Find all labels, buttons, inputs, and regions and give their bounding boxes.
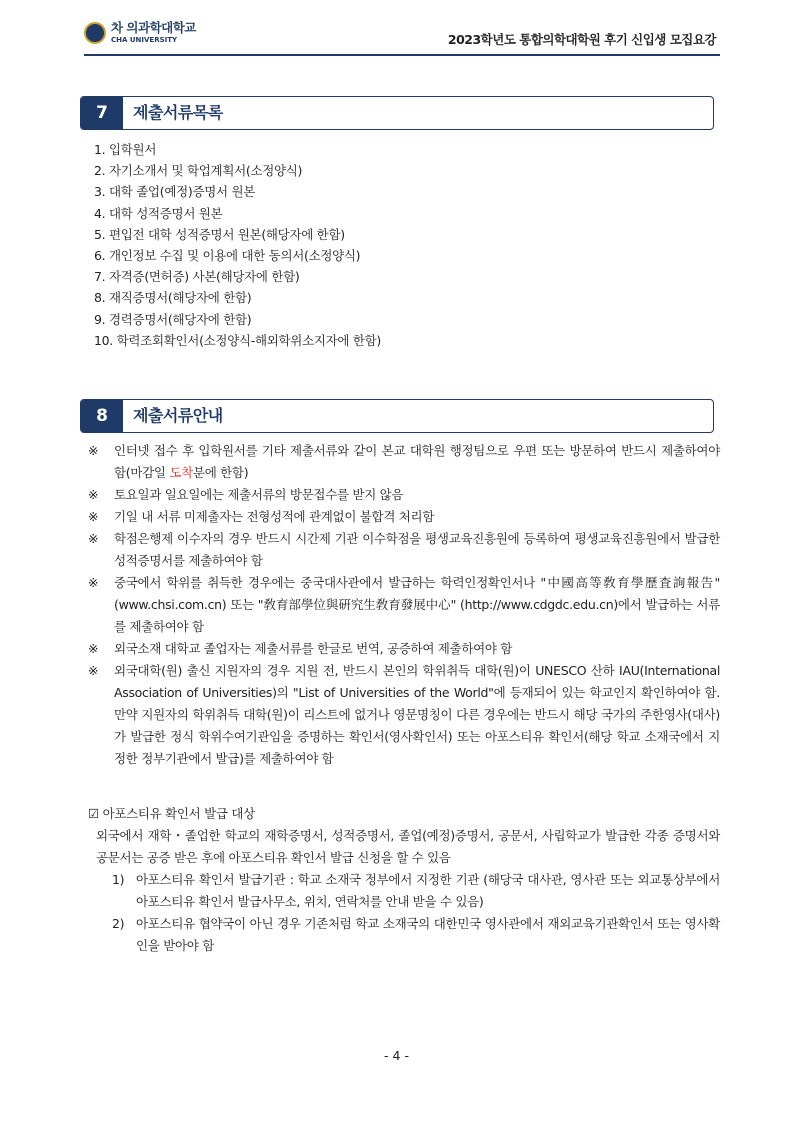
reference-mark: ※ bbox=[88, 531, 99, 546]
list-item: 6. 개인정보 수집 및 이용에 대한 동의서(소정양식) bbox=[94, 248, 361, 264]
note-text: 외국소재 대학교 졸업자는 제출서류를 한글로 번역, 공증하여 제출하여야 함 bbox=[114, 641, 513, 656]
list-item: 10. 학력조회확인서(소정양식-해외학위소지자에 한함) bbox=[94, 332, 381, 348]
note-text: 학점은행제 이수자의 경우 반드시 시간제 기관 이수학점을 평생교육진흥원에 등록하여 평생교육진흥원에서 발급한 성적증명서를 제출하여야 함 bbox=[114, 531, 720, 568]
section-title: 제출서류목록 bbox=[133, 103, 223, 122]
university-seal-icon bbox=[84, 22, 106, 44]
highlight-text: 도착 bbox=[169, 465, 193, 480]
note-item bbox=[88, 572, 720, 638]
reference-mark: ※ bbox=[88, 663, 99, 678]
list-item: 8. 재직증명서(해당자에 한함) bbox=[94, 290, 252, 306]
note-text: 중국에서 학위를 취득한 경우에는 중국대사관에서 발급하는 학력인정확인서나 "中國高等敎育學歷査詢報告" (www.chsi.com.cn) 또는 "敎育部學位與硏究生敎育發展中心" (http://www.cdgdc.edu.cn)에서 발급하는 서류를 제출하여야 함 bbox=[114, 575, 720, 634]
note-text: 외국대학(원) 출신 지원자의 경우 지원 전, 반드시 본인의 학위취득 대학(원)이 UNESCO 산하 IAU(International Association of Universities)의 "List of Universities of the World"에 등재되어 있는 학교인지 확인하여야 함. 만약 지원자의 학위취득 대학(원)이 리스트에 없거나 영문명칭이 다른 경우에는 반드시 해당 국가의 주한영사(대사)가 발급한 정식 학위수여기관임을 증명하는 확인서(영사확인서) 또는 아포스티유 확인서(해당 학교 소재국에서 지정한 정부기관에서 발급)를 제출하여야 함 bbox=[114, 663, 720, 766]
apostille-section bbox=[88, 803, 720, 957]
page-header bbox=[84, 22, 720, 56]
reference-mark: ※ bbox=[88, 641, 99, 656]
document-title: 2023학년도 통합의학대학원 후기 신입생 모집요강 bbox=[447, 32, 716, 47]
section-title: 제출서류안내 bbox=[133, 406, 223, 425]
apostille-paragraph: 외국에서 재학・졸업한 학교의 재학증명서, 성적증명서, 졸업(예정)증명서, 공문서, 사립학교가 발급한 각종 증명서와 공문서는 공증 받은 후에 아포스티유 확인서 발급 신청을 할 수 있음 bbox=[96, 828, 720, 865]
apostille-heading: ☑ 아포스티유 확인서 발급 대상 bbox=[88, 806, 255, 821]
list-item: 4. 대학 성적증명서 원본 bbox=[94, 205, 223, 221]
section-7-heading bbox=[80, 96, 714, 130]
section-number: 7 bbox=[81, 97, 123, 129]
page-number: - 4 - bbox=[384, 1048, 409, 1063]
required-documents-list bbox=[94, 139, 381, 351]
item-text: 아포스티유 확인서 발급기관 : 학교 소재국 정부에서 지정한 기관 (해당국 대사관, 영사관 또는 외교통상부에서 아포스티유 확인서 발급사무소, 위치, 연락처를 안내 받을 수 있음) bbox=[136, 872, 720, 909]
note-item bbox=[88, 660, 720, 770]
note-item bbox=[88, 506, 720, 528]
reference-mark: ※ bbox=[88, 487, 99, 502]
note-text: 토요일과 일요일에는 제출서류의 방문접수를 받지 않음 bbox=[114, 487, 404, 502]
item-text: 아포스티유 협약국이 아닌 경우 기존처럼 학교 소재국의 대한민국 영사관에서 재외교육기관확인서 또는 영사확인을 받아야 함 bbox=[136, 916, 720, 953]
list-item: 2. 자기소개서 및 학업계획서(소정양식) bbox=[94, 163, 303, 179]
list-item: 3. 대학 졸업(예정)증명서 원본 bbox=[94, 184, 256, 200]
note-item bbox=[88, 638, 720, 660]
item-number: 1) bbox=[112, 872, 125, 887]
reference-mark: ※ bbox=[88, 575, 99, 590]
logo-korean-name: 차 의과학대학교 bbox=[111, 20, 196, 36]
note-item bbox=[88, 484, 720, 506]
apostille-item bbox=[88, 869, 720, 913]
reference-mark: ※ bbox=[88, 443, 99, 458]
note-text: 분에 한함) bbox=[192, 465, 249, 480]
logo-english-name: CHA UNIVERSITY bbox=[111, 35, 178, 44]
list-item: 9. 경력증명서(해당자에 한함) bbox=[94, 311, 252, 327]
section-number: 8 bbox=[81, 400, 123, 432]
list-item: 7. 자격증(면허증) 사본(해당자에 한함) bbox=[94, 269, 300, 285]
note-item bbox=[88, 528, 720, 572]
note-text: 기일 내 서류 미제출자는 전형성적에 관계없이 불합격 처리함 bbox=[114, 509, 435, 524]
apostille-item bbox=[88, 913, 720, 957]
list-item: 1. 입학원서 bbox=[94, 142, 157, 157]
university-logo bbox=[84, 22, 196, 44]
section-8-heading bbox=[80, 399, 714, 433]
note-item bbox=[88, 440, 720, 484]
item-number: 2) bbox=[112, 916, 125, 931]
submission-notes bbox=[88, 440, 720, 770]
list-item: 5. 편입전 대학 성적증명서 원본(해당자에 한함) bbox=[94, 226, 345, 242]
reference-mark: ※ bbox=[88, 509, 99, 524]
note-text: 인터넷 접수 후 입학원서를 기타 제출서류와 같이 본교 대학원 행정팀으로 우편 또는 방문하여 반드시 제출하여야 함(마감일 bbox=[114, 443, 720, 480]
